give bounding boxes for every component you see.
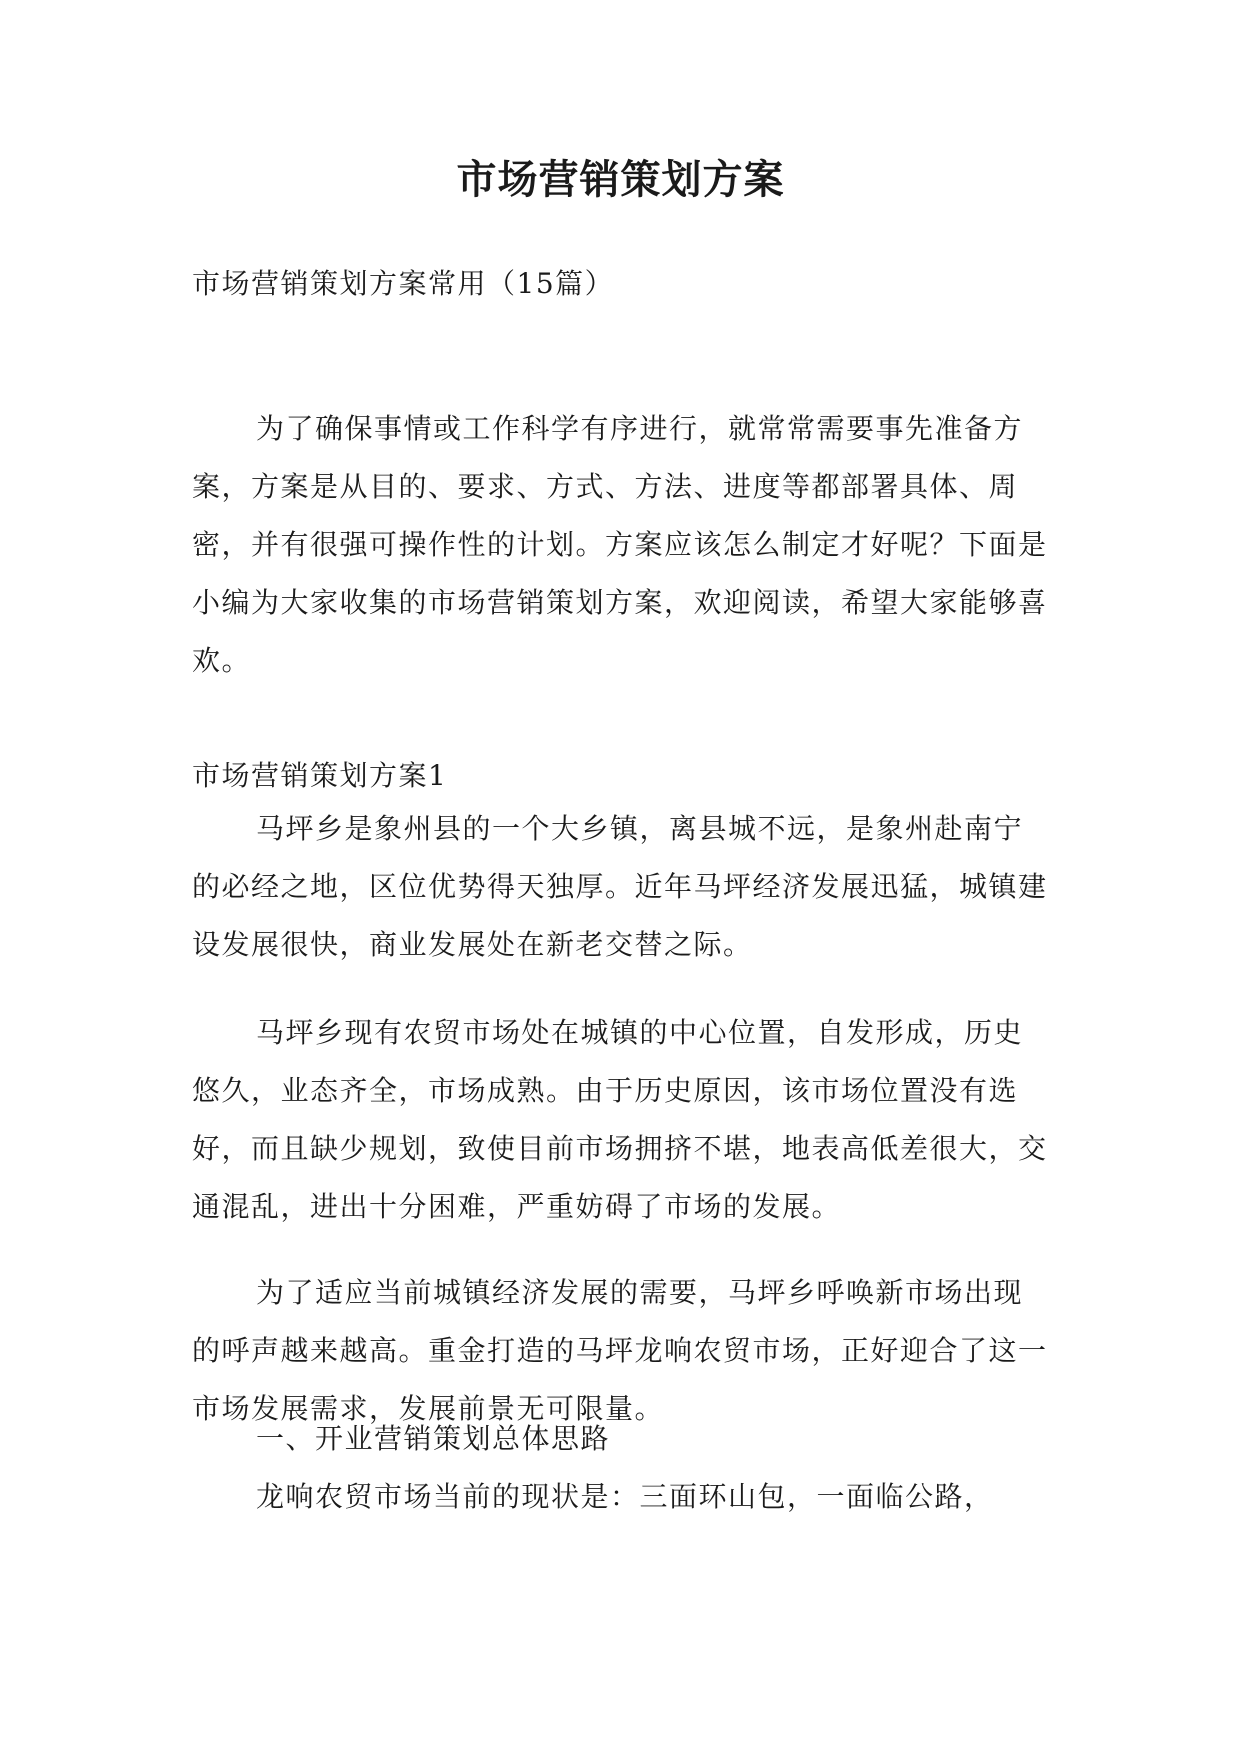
intro-paragraph: 为了确保事情或工作科学有序进行，就常常需要事先准备方案，方案是从目的、要求、方式、方法、进度等都部署具体、周密，并有很强可操作性的计划。方案应该怎么制定才好呢？下面是小编为大家收集的市场营销策划方案，欢迎阅读，希望大家能够喜欢。: [192, 412, 1048, 677]
document-title: 市场营销策划方案: [456, 157, 785, 203]
body-paragraph: 为了适应当前城镇经济发展的需要，马坪乡呼唤新市场出现的呼声越来越高。重金打造的马坪龙响农贸市场，正好迎合了这一市场发展需求，发展前景无可限量。: [192, 1276, 1048, 1425]
body-paragraph: 马坪乡是象州县的一个大乡镇，离县城不远，是象州赴南宁的必经之地，区位优势得天独厚。近年马坪经济发展迅猛，城镇建设发展很快，商业发展处在新老交替之际。: [192, 812, 1048, 961]
body-paragraph: 龙响农贸市场当前的现状是：三面环山包，一面临公路，: [256, 1480, 994, 1513]
document-subtitle: 市场营销策划方案常用（15篇）: [192, 267, 615, 300]
section-heading: 市场营销策划方案1: [192, 759, 448, 792]
body-paragraph: 马坪乡现有农贸市场处在城镇的中心位置，自发形成，历史悠久，业态齐全，市场成熟。由于历史原因，该市场位置没有选好，而且缺少规划，致使目前市场拥挤不堪，地表高低差很大，交通混乱，进出十分困难，严重妨碍了市场的发展。: [192, 1016, 1048, 1223]
section-subheading: 一、开业营销策划总体思路: [256, 1422, 611, 1455]
